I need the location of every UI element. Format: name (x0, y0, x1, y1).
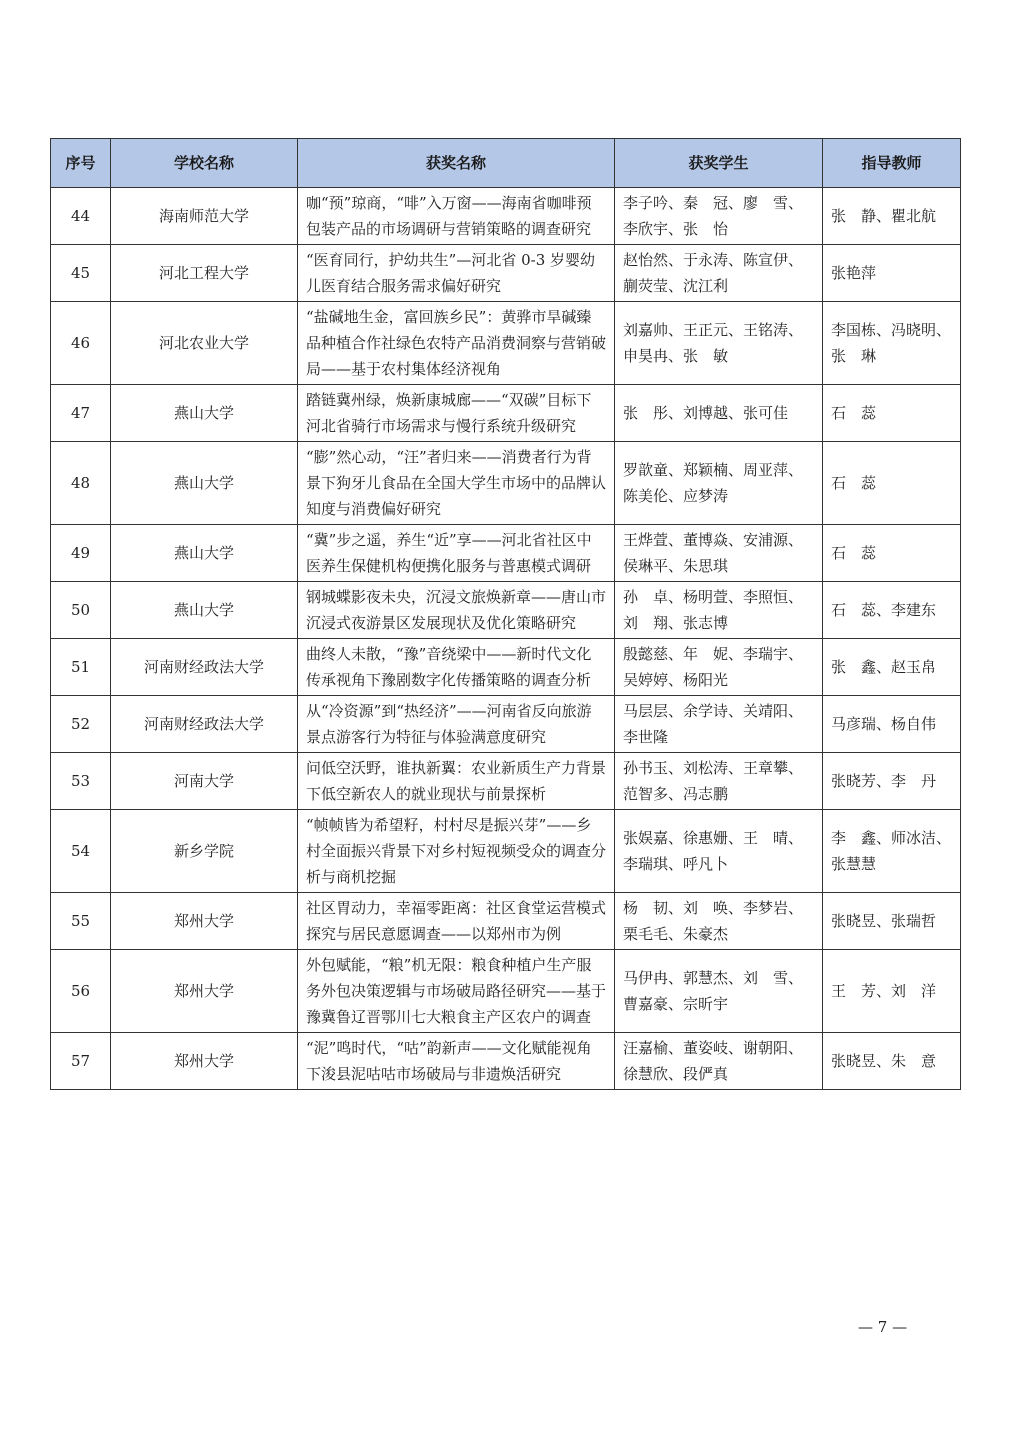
cell-award-title: “冀”步之遥，养生“近”享——河北省社区中医养生保健机构便携化服务与普惠模式调研 (298, 525, 615, 582)
cell-no: 48 (51, 442, 111, 525)
table-row (51, 525, 961, 582)
cell-teachers: 张晓芳、李 丹 (823, 753, 961, 810)
cell-school: 河北工程大学 (111, 245, 298, 302)
cell-no: 45 (51, 245, 111, 302)
header-row (51, 139, 961, 188)
cell-no: 51 (51, 639, 111, 696)
cell-school: 河南财经政法大学 (111, 639, 298, 696)
cell-teachers: 张 静、瞿北航 (823, 188, 961, 245)
table-row (51, 245, 961, 302)
cell-school: 燕山大学 (111, 525, 298, 582)
cell-teachers: 石 蕊、李建东 (823, 582, 961, 639)
cell-award-title: “泥”鸣时代，“咕”韵新声——文化赋能视角下浚县泥咕咕市场破局与非遗焕活研究 (298, 1033, 615, 1090)
cell-teachers: 王 芳、刘 洋 (823, 950, 961, 1033)
cell-teachers: 石 蕊 (823, 385, 961, 442)
cell-school: 燕山大学 (111, 385, 298, 442)
header-teachers: 指导教师 (823, 139, 961, 188)
table-row (51, 810, 961, 893)
cell-no: 46 (51, 302, 111, 385)
cell-no: 54 (51, 810, 111, 893)
cell-students: 孙书玉、刘松涛、王章攀、范智多、冯志鹏 (615, 753, 823, 810)
cell-no: 55 (51, 893, 111, 950)
cell-no: 49 (51, 525, 111, 582)
table-row (51, 385, 961, 442)
cell-school: 新乡学院 (111, 810, 298, 893)
cell-students: 马层层、余学诗、关靖阳、李世隆 (615, 696, 823, 753)
cell-students: 孙 卓、杨明萱、李照恒、刘 翔、张志博 (615, 582, 823, 639)
cell-students: 汪嘉榆、董姿岐、谢朝阳、徐慧欣、段俨真 (615, 1033, 823, 1090)
cell-school: 燕山大学 (111, 582, 298, 639)
cell-no: 56 (51, 950, 111, 1033)
cell-no: 50 (51, 582, 111, 639)
cell-teachers: 张艳萍 (823, 245, 961, 302)
cell-no: 57 (51, 1033, 111, 1090)
table-row (51, 442, 961, 525)
table-row (51, 1033, 961, 1090)
cell-no: 53 (51, 753, 111, 810)
table-row (51, 950, 961, 1033)
cell-students: 马伊冉、郭慧杰、刘 雪、曹嘉豪、宗昕宇 (615, 950, 823, 1033)
cell-students: 杨 韧、刘 唤、李梦岩、栗毛毛、朱豪杰 (615, 893, 823, 950)
cell-school: 海南师范大学 (111, 188, 298, 245)
header-school: 学校名称 (111, 139, 298, 188)
table-row (51, 188, 961, 245)
table-row (51, 639, 961, 696)
cell-award-title: “帧帧皆为希望籽，村村尽是振兴芽”——乡村全面振兴背景下对乡村短视频受众的调查分析与商机挖掘 (298, 810, 615, 893)
cell-award-title: 咖“预”琼商，“啡”入万窗——海南省咖啡预包装产品的市场调研与营销策略的调查研究 (298, 188, 615, 245)
cell-school: 河南财经政法大学 (111, 696, 298, 753)
cell-award-title: 钢城蝶影夜未央，沉浸文旅焕新章——唐山市沉浸式夜游景区发展现状及优化策略研究 (298, 582, 615, 639)
cell-no: 52 (51, 696, 111, 753)
cell-students: 李子吟、秦 冠、廖 雪、李欣宇、张 怡 (615, 188, 823, 245)
cell-students: 刘嘉帅、王正元、王铭涛、申昊冉、张 敏 (615, 302, 823, 385)
header-title: 获奖名称 (298, 139, 615, 188)
header-students: 获奖学生 (615, 139, 823, 188)
cell-school: 河北农业大学 (111, 302, 298, 385)
cell-school: 河南大学 (111, 753, 298, 810)
cell-teachers: 张晓昱、张瑞哲 (823, 893, 961, 950)
page-number: — 7 — (858, 1318, 908, 1336)
cell-award-title: 曲终人未散，“豫”音绕梁中——新时代文化传承视角下豫剧数字化传播策略的调查分析 (298, 639, 615, 696)
table-row (51, 582, 961, 639)
cell-students: 赵怡然、于永涛、陈宣伊、蒯荧莹、沈江利 (615, 245, 823, 302)
awards-table (50, 138, 961, 1090)
cell-school: 郑州大学 (111, 893, 298, 950)
cell-award-title: “膨”然心动，“汪”者归来——消费者行为背景下狗牙儿食品在全国大学生市场中的品牌认知度与消费偏好研究 (298, 442, 615, 525)
table-row (51, 696, 961, 753)
cell-students: 罗歆童、郑颖楠、周亚萍、陈美伦、应梦涛 (615, 442, 823, 525)
cell-students: 殷懿慈、年 妮、李瑞宇、吴婷婷、杨阳光 (615, 639, 823, 696)
cell-school: 燕山大学 (111, 442, 298, 525)
cell-award-title: 外包赋能，“粮”机无限：粮食种植户生产服务外包决策逻辑与市场破局路径研究——基于豫冀鲁辽晋鄂川七大粮食主产区农户的调查 (298, 950, 615, 1033)
cell-students: 张 彤、刘博越、张可佳 (615, 385, 823, 442)
cell-students: 张娱嘉、徐惠姗、王 晴、李瑞琪、呼凡卜 (615, 810, 823, 893)
cell-teachers: 张晓昱、朱 意 (823, 1033, 961, 1090)
header-no: 序号 (51, 139, 111, 188)
table-row (51, 302, 961, 385)
cell-award-title: “医育同行，护幼共生”—河北省 0-3 岁婴幼儿医育结合服务需求偏好研究 (298, 245, 615, 302)
cell-teachers: 李 鑫、师冰洁、张慧慧 (823, 810, 961, 893)
cell-school: 郑州大学 (111, 950, 298, 1033)
cell-award-title: 从“冷资源”到“热经济”——河南省反向旅游景点游客行为特征与体验满意度研究 (298, 696, 615, 753)
cell-students: 王烨萱、董博焱、安浦源、侯琳平、朱思琪 (615, 525, 823, 582)
cell-award-title: 社区胃动力，幸福零距离：社区食堂运营模式探究与居民意愿调查——以郑州市为例 (298, 893, 615, 950)
cell-teachers: 张 鑫、赵玉帛 (823, 639, 961, 696)
cell-teachers: 李国栋、冯晓明、张 琳 (823, 302, 961, 385)
cell-award-title: 踏链冀州绿，焕新康城廊——“双碳”目标下河北省骑行市场需求与慢行系统升级研究 (298, 385, 615, 442)
cell-school: 郑州大学 (111, 1033, 298, 1090)
cell-no: 44 (51, 188, 111, 245)
table-row (51, 893, 961, 950)
cell-teachers: 石 蕊 (823, 525, 961, 582)
table-row (51, 753, 961, 810)
cell-teachers: 石 蕊 (823, 442, 961, 525)
cell-award-title: 问低空沃野，谁执新翼：农业新质生产力背景下低空新农人的就业现状与前景探析 (298, 753, 615, 810)
cell-no: 47 (51, 385, 111, 442)
cell-teachers: 马彦瑞、杨自伟 (823, 696, 961, 753)
cell-award-title: “盐碱地生金，富回族乡民”：黄骅市旱碱臻品种植合作社绿色农特产品消费洞察与营销破局——基于农村集体经济视角 (298, 302, 615, 385)
